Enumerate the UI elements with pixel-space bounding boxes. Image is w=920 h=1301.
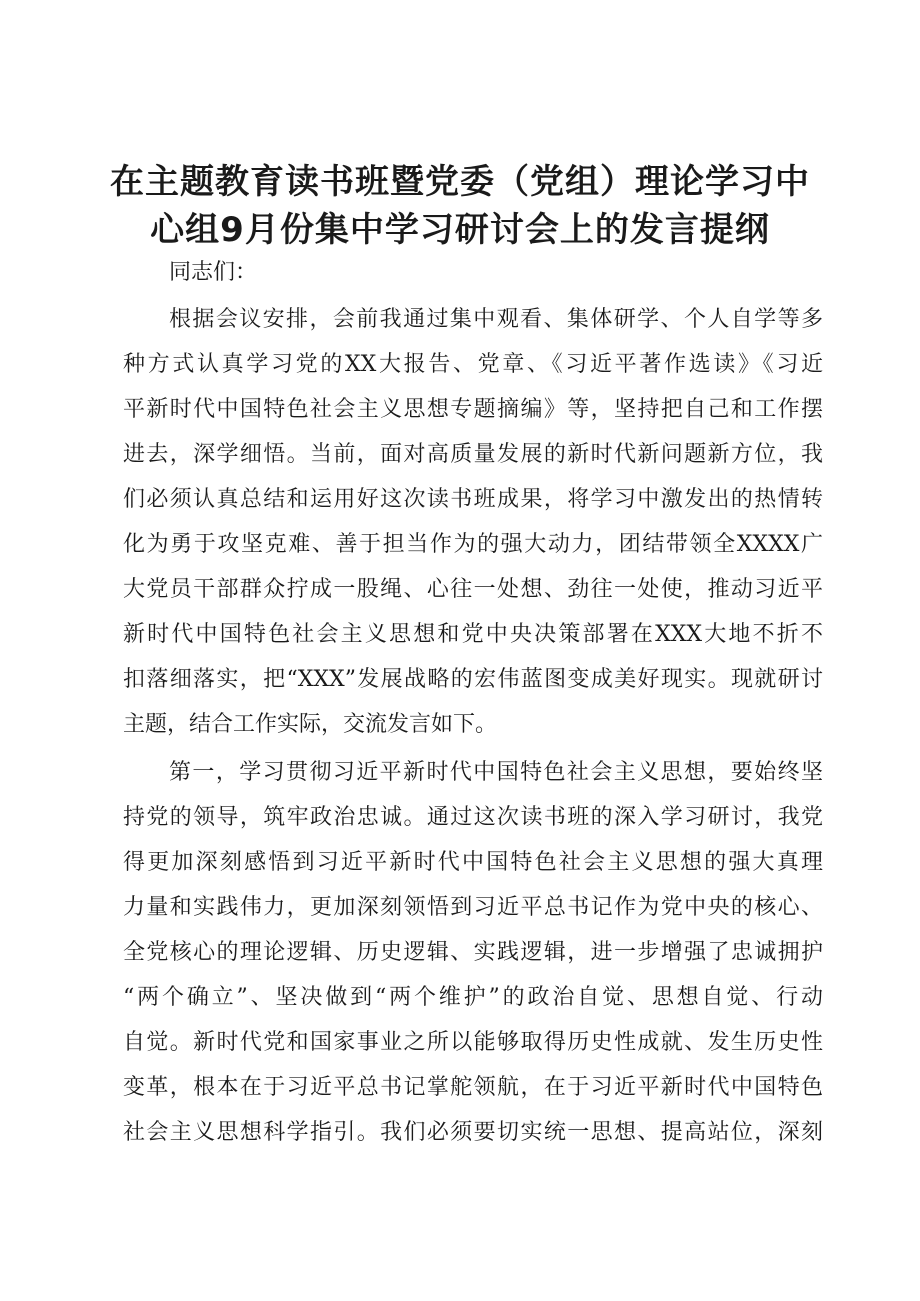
paragraph-2-line: 得更加深刻感悟到习近平新时代中国特色社会主义思想的强大真理 bbox=[123, 850, 823, 875]
paragraph-1-line: 进去，深学细悟。当前，面对高质量发展的新时代新问题新方位，我 bbox=[123, 442, 823, 467]
greeting: 同志们： bbox=[169, 260, 258, 285]
paragraph-2-line: 变革，根本在于习近平总书记掌舵领航，在于习近平新时代中国特色 bbox=[123, 1075, 823, 1100]
paragraph-2-line: 力量和实践伟力，更加深刻领悟到习近平总书记作为党中央的核心、 bbox=[123, 895, 823, 920]
paragraph-1-line: 种方式认真学习党的XX大报告、党章、《习近平著作选读》《习近 bbox=[123, 352, 823, 377]
document-title-line-2: 心组9月份集中学习研讨会上的发言提纲 bbox=[150, 210, 770, 250]
paragraph-1-line: 们必须认真总结和运用好这次读书班成果，将学习中激发出的热情转 bbox=[123, 487, 823, 512]
paragraph-2-line: 自觉。新时代党和国家事业之所以能够取得历史性成就、发生历史性 bbox=[123, 1030, 823, 1055]
paragraph-1-line: 大党员干部群众拧成一股绳、心往一处想、劲往一处使，推动习近平 bbox=[123, 577, 823, 602]
document-title-line-1: 在主题教育读书班暨党委（党组）理论学习中 bbox=[110, 162, 810, 202]
paragraph-1-line: 根据会议安排，会前我通过集中观看、集体研学、个人自学等多 bbox=[169, 307, 823, 332]
paragraph-1-line: 主题，结合工作实际，交流发言如下。 bbox=[123, 712, 498, 737]
paragraph-1-line: 新时代中国特色社会主义思想和党中央决策部署在XXX大地不折不 bbox=[123, 622, 823, 647]
paragraph-2-line: 持党的领导，筑牢政治忠诚。通过这次读书班的深入学习研讨，我党 bbox=[123, 805, 823, 830]
paragraph-2-line: “两个确立”、坚决做到“两个维护”的政治自觉、思想自觉、行动 bbox=[123, 985, 823, 1010]
paragraph-2-line: 全党核心的理论逻辑、历史逻辑、实践逻辑，进一步增强了忠诚拥护 bbox=[123, 940, 823, 965]
paragraph-2-line: 社会主义思想科学指引。我们必须要切实统一思想、提高站位，深刻 bbox=[123, 1120, 823, 1145]
paragraph-1-line: 扣落细落实，把“XXX”发展战略的宏伟蓝图变成美好现实。现就研讨 bbox=[123, 667, 823, 692]
paragraph-2-line: 第一，学习贯彻习近平新时代中国特色社会主义思想，要始终坚 bbox=[169, 760, 823, 785]
paragraph-1-line: 平新时代中国特色社会主义思想专题摘编》等，坚持把自己和工作摆 bbox=[123, 397, 823, 422]
paragraph-1-line: 化为勇于攻坚克难、善于担当作为的强大动力，团结带领全XXXX广 bbox=[123, 532, 823, 557]
